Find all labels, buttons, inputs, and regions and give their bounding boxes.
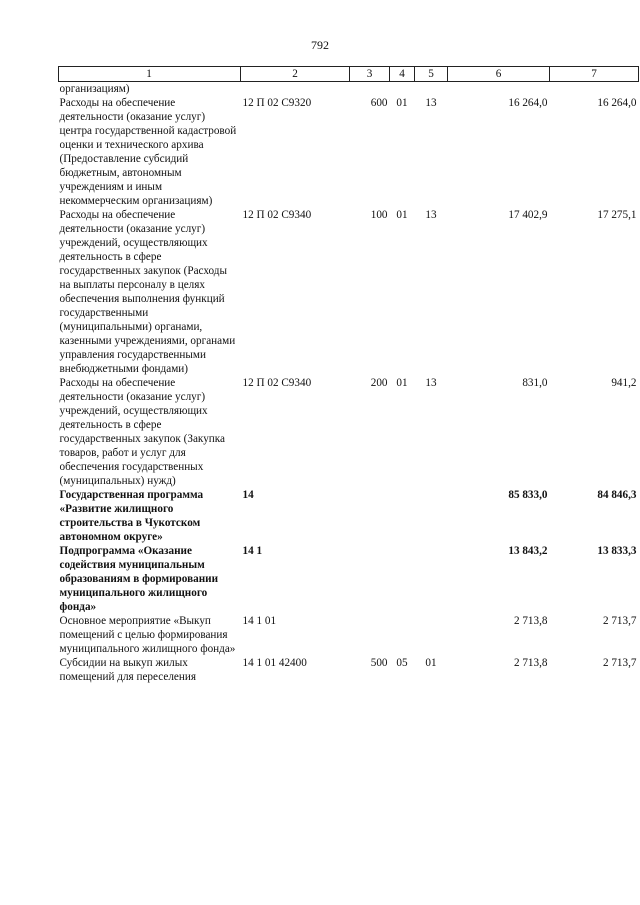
row-code: 14 1 bbox=[242, 545, 263, 557]
row-pr bbox=[415, 488, 448, 544]
row-code: 14 1 01 42400 bbox=[242, 657, 307, 669]
budget-table bbox=[58, 66, 639, 684]
row-sum-2 bbox=[550, 82, 639, 97]
row-sum-1: 2 713,8 bbox=[513, 657, 548, 669]
table-header-row bbox=[59, 67, 639, 82]
table-row bbox=[59, 544, 639, 614]
table-body bbox=[59, 82, 639, 685]
row-name: Основное мероприятие «Выкуп помещений с целью формирования муниципального жилищного фонда» bbox=[59, 615, 236, 655]
row-sum-1: 13 843,2 bbox=[508, 545, 548, 557]
page-number: 792 bbox=[311, 38, 329, 52]
row-sum-2: 2 713,7 bbox=[602, 615, 637, 627]
header-col-5: 5 bbox=[415, 67, 448, 82]
row-sum-2: 2 713,7 bbox=[602, 657, 637, 669]
row-name: организациям) bbox=[59, 83, 130, 95]
row-vr bbox=[350, 488, 390, 544]
row-code: 14 bbox=[242, 489, 254, 501]
header-col-1: 1 bbox=[59, 67, 241, 82]
row-rz bbox=[390, 82, 415, 97]
row-vr bbox=[350, 614, 390, 656]
row-sum-1: 2 713,8 bbox=[513, 615, 548, 627]
row-pr bbox=[415, 614, 448, 656]
row-pr: 13 bbox=[425, 377, 437, 389]
row-code: 12 П 02 С9340 bbox=[242, 377, 312, 389]
header-col-3: 3 bbox=[350, 67, 390, 82]
row-pr: 13 bbox=[425, 209, 437, 221]
row-sum-1: 85 833,0 bbox=[508, 489, 548, 501]
row-sum-1: 16 264,0 bbox=[508, 97, 548, 109]
row-vr: 100 bbox=[370, 209, 388, 221]
header-col-7: 7 bbox=[550, 67, 639, 82]
row-sum-2: 941,2 bbox=[611, 377, 637, 389]
row-pr: 13 bbox=[425, 97, 437, 109]
row-rz bbox=[390, 544, 415, 614]
row-name: Субсидии на выкуп жилых помещений для переселения bbox=[59, 657, 196, 683]
table-row bbox=[59, 656, 639, 684]
row-vr bbox=[350, 82, 390, 97]
header-col-2: 2 bbox=[241, 67, 350, 82]
row-sum-2: 17 275,1 bbox=[597, 209, 637, 221]
row-sum-2: 84 846,3 bbox=[597, 489, 637, 501]
row-sum-2: 16 264,0 bbox=[597, 97, 637, 109]
table-row bbox=[59, 82, 639, 97]
header-col-4: 4 bbox=[390, 67, 415, 82]
table-row bbox=[59, 488, 639, 544]
row-vr bbox=[350, 544, 390, 614]
row-rz bbox=[390, 614, 415, 656]
row-code: 14 1 01 bbox=[242, 615, 277, 627]
row-code: 12 П 02 С9320 bbox=[242, 97, 312, 109]
row-name: Государственная программа «Развитие жилищного строительства в Чукотском автономном округе» bbox=[59, 489, 204, 543]
table-row bbox=[59, 614, 639, 656]
row-sum-2: 13 833,3 bbox=[597, 545, 637, 557]
row-rz: 01 bbox=[396, 377, 408, 389]
row-rz: 01 bbox=[396, 209, 408, 221]
row-name: Расходы на обеспечение деятельности (оказание услуг) учреждений, осуществляющих деятельность в сфере государственных закупок (Закупка товаров, работ и услуг для обеспечения государственных (муниципальных) нужд) bbox=[59, 377, 226, 487]
row-vr: 200 bbox=[370, 377, 388, 389]
row-pr: 01 bbox=[425, 657, 437, 669]
row-code bbox=[241, 82, 350, 97]
row-rz: 05 bbox=[396, 657, 408, 669]
row-pr bbox=[415, 82, 448, 97]
row-name: Подпрограмма «Оказание содействия муниципальным образованиям в формировании муниципального жилищного фонда» bbox=[59, 545, 219, 613]
header-col-6: 6 bbox=[448, 67, 550, 82]
row-sum-1 bbox=[448, 82, 550, 97]
row-code: 12 П 02 С9340 bbox=[242, 209, 312, 221]
row-vr: 600 bbox=[370, 97, 388, 109]
row-sum-1: 831,0 bbox=[522, 377, 548, 389]
row-name: Расходы на обеспечение деятельности (оказание услуг) учреждений, осуществляющих деятельность в сфере государственных закупок (Расходы на выплаты персоналу в целях обеспечения выполнения функций государственными (муниципальными) органами, казенными учреждениями, органами управления государственными внебюджетными фондами) bbox=[59, 209, 236, 375]
row-name: Расходы на обеспечение деятельности (оказание услуг) центра государственной кадастровой оценки и технического архива (Предоставление субсидий бюджетным, автономным учреждениям и иным некоммерческим организациям) bbox=[59, 97, 237, 207]
row-pr bbox=[415, 544, 448, 614]
table-row bbox=[59, 96, 639, 208]
table-row bbox=[59, 208, 639, 376]
row-vr: 500 bbox=[370, 657, 388, 669]
table-row bbox=[59, 376, 639, 488]
row-rz: 01 bbox=[396, 97, 408, 109]
row-rz bbox=[390, 488, 415, 544]
row-sum-1: 17 402,9 bbox=[508, 209, 548, 221]
